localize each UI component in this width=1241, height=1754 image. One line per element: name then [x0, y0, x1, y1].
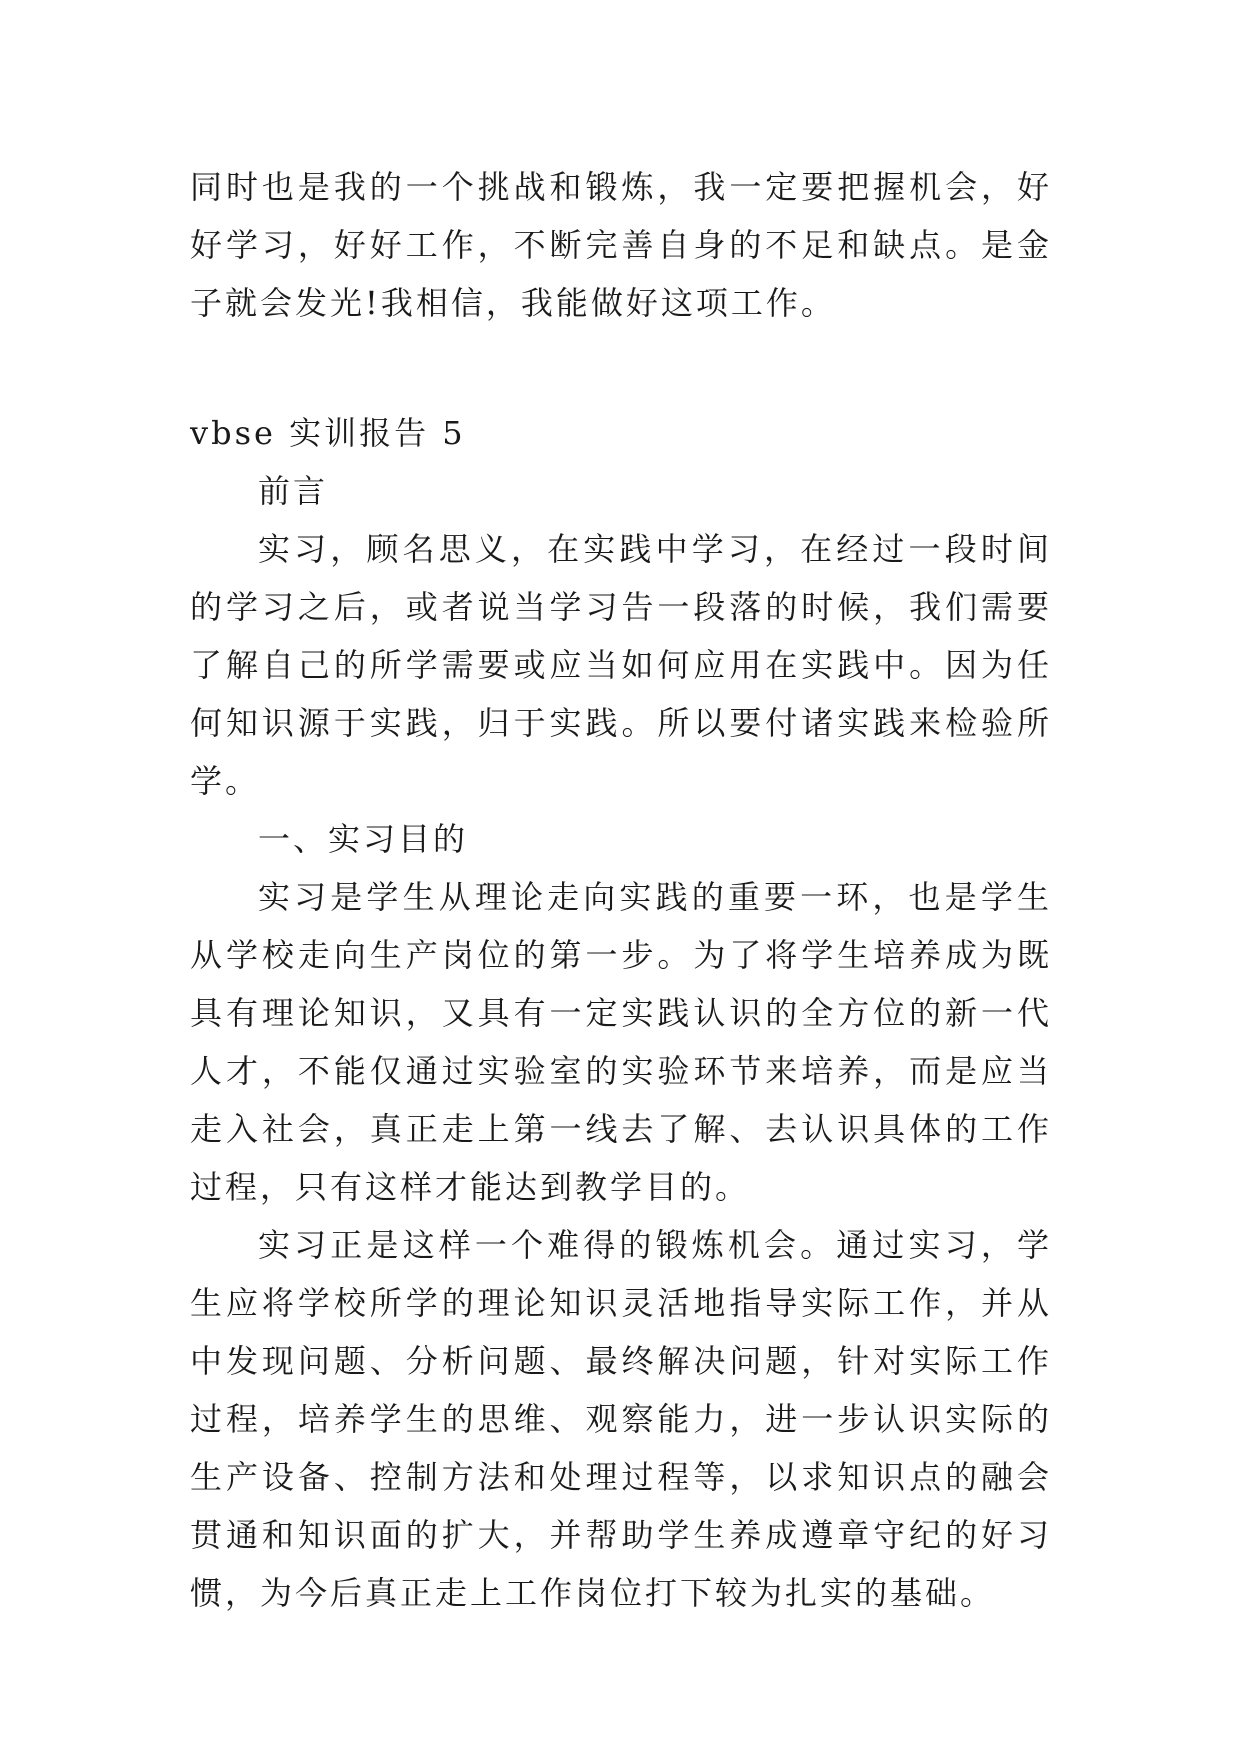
continuation-paragraph: 同时也是我的一个挑战和锻炼，我一定要把握机会，好好学习，好好工作，不断完善自身的不足和缺点。是金子就会发光!我相信，我能做好这项工作。: [190, 168, 1052, 322]
preface-heading: 前言: [258, 472, 329, 510]
purpose-paragraph-2: 实习正是这样一个难得的锻炼机会。通过实习，学生应将学校所学的理论知识灵活地指导实际工作，并从中发现问题、分析问题、最终解决问题，针对实际工作过程，培养学生的思维、观察能力，进一步认识实际的生产设备、控制方法和处理过程等，以求知识点的融会贯通和知识面的扩大，并帮助学生养成遵章守纪的好习惯，为今后真正走上工作岗位打下较为扎实的基础。: [190, 1226, 1052, 1612]
report-title: vbse 实训报告 5: [190, 414, 466, 452]
section-heading-purpose: 一、实习目的: [258, 820, 469, 858]
purpose-paragraph-1: 实习是学生从理论走向实践的重要一环，也是学生从学校走向生产岗位的第一步。为了将学生培养成为既具有理论知识，又具有一定实践认识的全方位的新一代人才，不能仅通过实验室的实验环节来培养，而是应当走入社会，真正走上第一线去了解、去认识具体的工作过程，只有这样才能达到教学目的。: [190, 878, 1052, 1206]
preface-paragraph: 实习，顾名思义，在实践中学习，在经过一段时间的学习之后，或者说当学习告一段落的时候，我们需要了解自己的所学需要或应当如何应用在实践中。因为任何知识源于实践，归于实践。所以要付诸实践来检验所学。: [190, 530, 1052, 800]
document-body: [190, 158, 1052, 1622]
